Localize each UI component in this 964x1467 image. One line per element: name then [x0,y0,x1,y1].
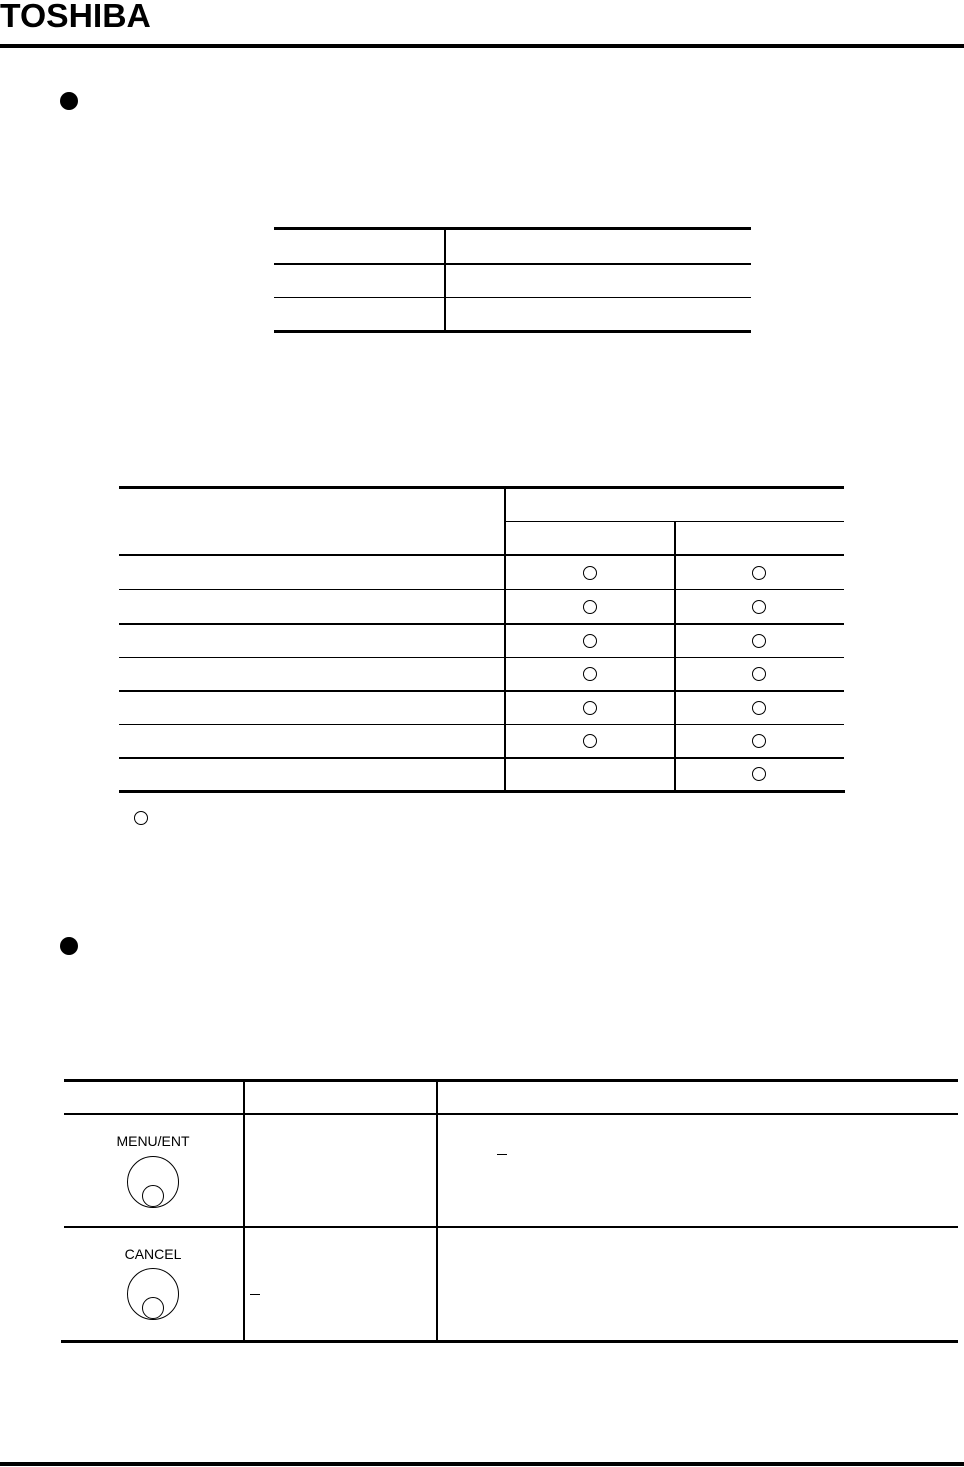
table2-row-rule [119,724,844,725]
section-bullet-1 [60,92,78,110]
support-circle-icon [752,600,766,614]
cancel-key-label: CANCEL [124,1246,182,1262]
table3-row-rule [64,1226,958,1228]
cursor-mark [497,1154,507,1155]
support-circle-icon [752,701,766,715]
table1-col-divider [444,229,446,332]
support-circle-icon [583,734,597,748]
table1-row-rule [274,297,751,298]
table2-col-divider [504,488,506,792]
section-bullet-2 [60,937,78,955]
support-circle-icon [583,634,597,648]
support-circle-icon [752,667,766,681]
table2-row-rule [119,589,844,590]
table3-header-rule [64,1113,958,1115]
support-circle-icon [583,566,597,580]
table1-top-rule [274,227,751,230]
support-circle-icon [583,667,597,681]
legend-circle-icon [134,811,148,825]
table2-row-rule [119,657,844,658]
cancel-knob-icon[interactable] [127,1268,179,1320]
menu-ent-key-label: MENU/ENT [116,1133,190,1149]
footer-rule [0,1462,964,1466]
table3-col-divider [243,1081,245,1342]
table2-row-rule [119,690,844,692]
toshiba-logo: TOSHIBA [0,0,151,34]
table2-row-rule [119,623,844,625]
table2-top-rule [119,486,844,489]
table2-bottom-rule [119,790,845,793]
table3-col-divider [436,1081,438,1342]
table1-header-rule [274,263,751,265]
menu-ent-knob-icon[interactable] [127,1156,179,1208]
table3-bottom-rule [61,1340,958,1343]
support-circle-icon [583,701,597,715]
table2-col-divider [674,522,676,792]
cursor-mark [250,1294,260,1295]
support-circle-icon [583,600,597,614]
support-circle-icon [752,734,766,748]
knob-center-icon [142,1297,164,1319]
knob-center-icon [142,1185,164,1207]
table1-bottom-rule [274,330,751,333]
table3-top-rule [64,1079,958,1082]
support-circle-icon [752,634,766,648]
table2-header-rule [119,554,844,556]
table2-row-rule [119,757,844,759]
header-rule [0,44,964,48]
support-circle-icon [752,767,766,781]
support-circle-icon [752,566,766,580]
